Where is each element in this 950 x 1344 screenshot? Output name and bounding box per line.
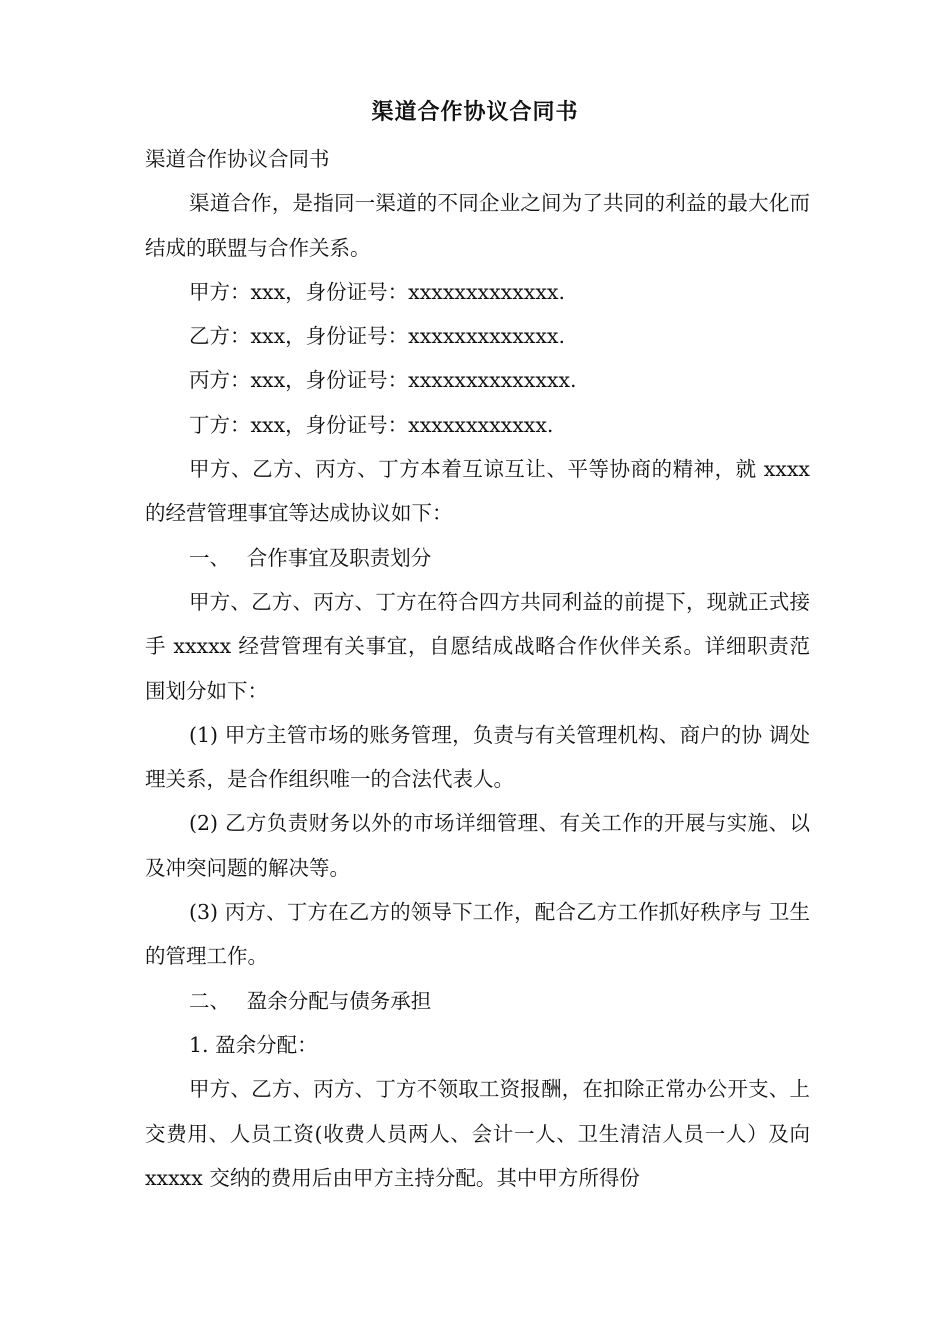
document-title: 渠道合作协议合同书 — [371, 99, 579, 125]
party-a-line: 甲方：xxx，身份证号：xxxxxxxxxxxxx. — [189, 279, 565, 304]
party-b-line: 乙方：xxx，身份证号：xxxxxxxxxxxxx. — [189, 324, 565, 349]
duty-item-2: (2) 乙方负责财务以外的市场详细管理、有关工作的开展与实施、以及冲突问题的解决等。 — [145, 811, 810, 880]
party-c-line: 丙方：xxx，身份证号：xxxxxxxxxxxxxx. — [189, 368, 577, 393]
duty-item-1: (1) 甲方主管市场的账务管理，负责与有关管理机构、商户的协 调处理关系，是合作组织唯一的合法代表人。 — [145, 722, 810, 792]
paragraph-definition: 渠道合作，是指同一渠道的不同企业之间为了共同的利益的最大化而结成的联盟与合作关系。 — [145, 191, 810, 260]
paragraph-agreement-intro: 甲方、乙方、丙方、丁方本着互谅互让、平等协商的精神，就 xxxx 的经营管理事宜等达成协议如下： — [145, 457, 817, 526]
subheading-profit-distribution: 1. 盈余分配： — [189, 1032, 318, 1057]
document-body — [145, 137, 817, 1200]
party-d-line: 丁方：xxx，身份证号：xxxxxxxxxxxx. — [189, 412, 554, 437]
section-heading-2: 二、 盈余分配与债务承担 — [189, 988, 432, 1013]
section-heading-1: 一、 合作事宜及职责划分 — [189, 545, 432, 570]
paragraph-cooperation-scope: 甲方、乙方、丙方、丁方在符合四方共同利益的前提下，现就正式接手 xxxxx 经营管理有关事宜，自愿结成战略合作伙伴关系。详细职责范围划分如下： — [145, 589, 810, 703]
document-subtitle: 渠道合作协议合同书 — [145, 147, 330, 171]
paragraph-profit-distribution: 甲方、乙方、丙方、丁方不领取工资报酬，在扣除正常办公开支、上交费用、人员工资(收费人员两人、会计一人、卫生清洁人员一人）及向 xxxxx 交纳的费用后由甲方主持分配。其中甲方所得份 — [145, 1077, 817, 1190]
duty-item-3: (3) 丙方、丁方在乙方的领导下工作，配合乙方工作抓好秩序与 卫生的管理工作。 — [145, 900, 810, 969]
